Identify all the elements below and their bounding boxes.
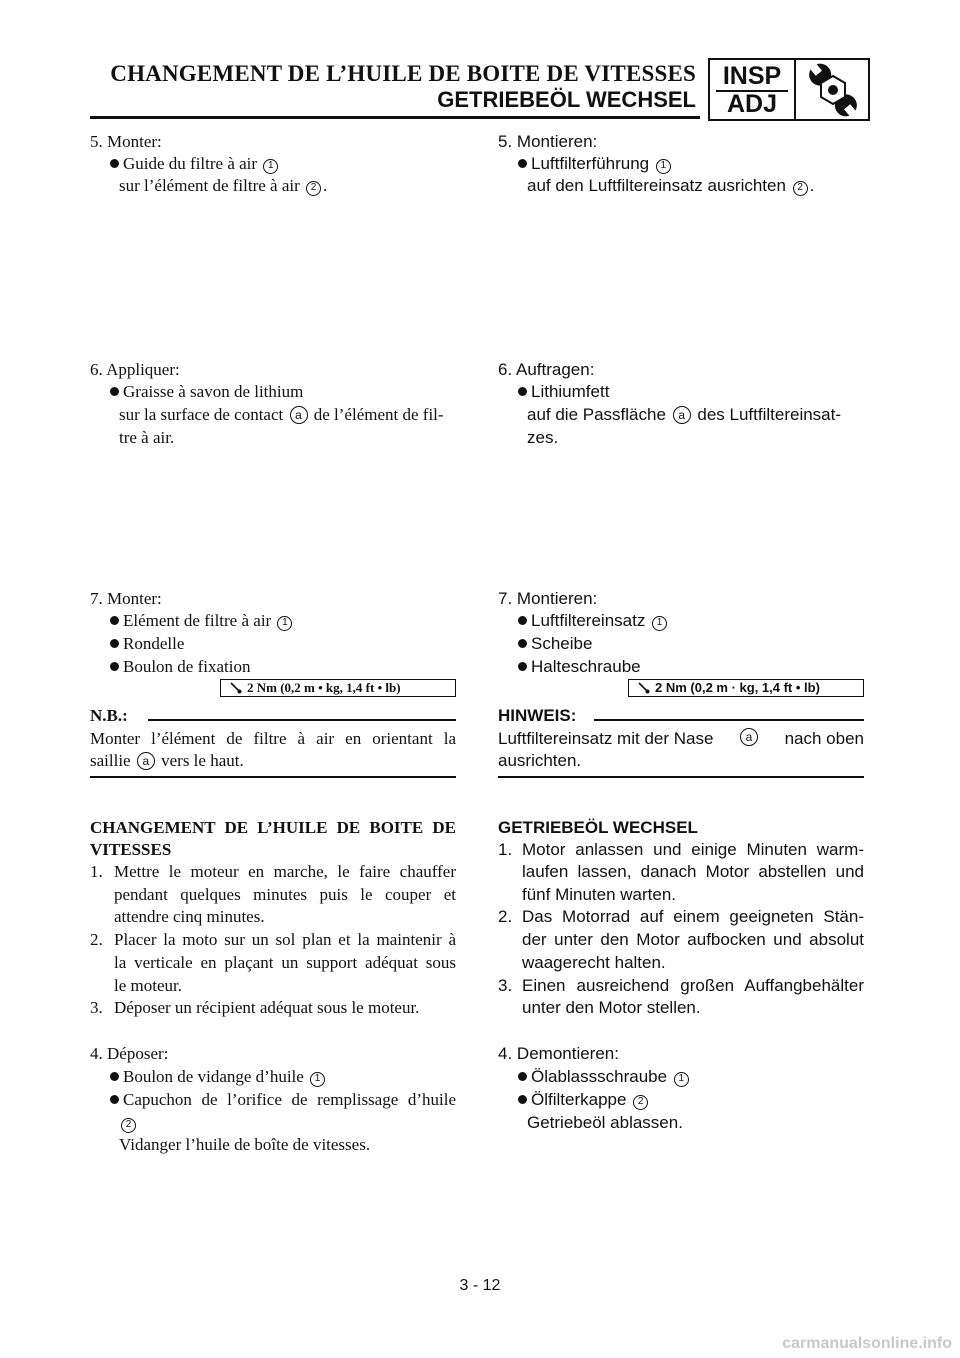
bullet-icon <box>110 1095 119 1104</box>
bullet-icon <box>110 387 119 396</box>
fr-step4-item1: Boulon de vidange d’huile 1 <box>110 1066 327 1088</box>
wrench-nut-icon <box>798 62 868 118</box>
bullet-icon <box>518 662 527 671</box>
fr-sec-step2-l3: le moteur. <box>114 976 182 995</box>
bullet-icon <box>518 1095 527 1104</box>
de-step4-item1: Ölablassschraube 1 <box>518 1066 691 1088</box>
de-step7-item2: Scheibe <box>518 633 592 655</box>
de-step5-title: 5. Montieren: <box>498 132 598 151</box>
de-sec-step2-l2: der unter den Motor aufbocken und absolut <box>522 930 864 949</box>
de-step4-note: Getriebeöl ablassen. <box>527 1113 683 1132</box>
fr-step5-item: Guide du filtre à air 1 <box>110 153 280 175</box>
callout-1-icon: 1 <box>263 159 278 174</box>
fr-note-label: N.B.: <box>90 706 128 725</box>
de-sec-step1-l2: laufen lassen, danach Motor abstellen und <box>522 862 864 881</box>
de-step6-line2: auf die Passfläche a des Luftfiltereinsat- <box>527 405 842 424</box>
callout-2-icon: 2 <box>633 1095 648 1110</box>
de-sec-step1-l3: fünf Minuten warten. <box>522 885 677 904</box>
de-step4-title: 4. Demontieren: <box>498 1044 619 1063</box>
fr-sec-step1: 1. Mettre le moteur en marche, le faire chauffer <box>90 862 456 881</box>
bullet-icon <box>110 616 119 625</box>
bullet-icon <box>518 1072 527 1081</box>
fr-step4-title: 4. Déposer: <box>90 1044 169 1063</box>
fr-step4-item2: Capuchon de l’orifice de remplissage d’huile <box>110 1089 456 1111</box>
callout-1-icon: 1 <box>310 1072 325 1087</box>
de-note-label: HINWEIS: <box>498 706 577 725</box>
de-section-title: GETRIEBEÖL WECHSEL <box>498 818 698 837</box>
fr-step6-line3: tre à air. <box>119 428 175 447</box>
fr-sec-step2-l2: la verticale en plaçant un support adéquat sous <box>114 953 456 972</box>
fr-note-rule-bottom <box>90 776 456 778</box>
fr-step4-ref2 <box>119 1112 138 1134</box>
bullet-icon <box>518 159 527 168</box>
de-step7-item1: Luftfiltereinsatz 1 <box>518 610 669 632</box>
de-note-line1: Luftfiltereinsatz mit der Nase a nach oben <box>498 729 864 748</box>
callout-1-icon: 1 <box>656 159 671 174</box>
de-sec-step3: 3. Einen ausreichend großen Auffangbehälter <box>498 976 864 995</box>
bullet-icon <box>518 387 527 396</box>
fr-note-line1: Monter l’élément de filtre à air en orientant la <box>90 729 456 748</box>
bullet-icon <box>110 159 119 168</box>
fr-step7-item1: Elément de filtre à air 1 <box>110 610 294 632</box>
de-sec-step2: 2. Das Motorrad auf einem geeigneten Stän- <box>498 907 864 926</box>
de-step5-item: Luftfilterführung 1 <box>518 153 673 175</box>
fr-step5-line2: sur l’élément de filtre à air 2 . <box>119 176 328 195</box>
de-step4-item2: Ölfilterkappe 2 <box>518 1089 650 1111</box>
fr-section-title-2: VITESSES <box>90 840 172 859</box>
de-torque-value: 2 Nm (0,2 m · kg, 1,4 ft • lb) <box>655 680 820 695</box>
fr-step7-item3: Boulon de fixation <box>110 656 250 678</box>
de-step6-item: Lithiumfett <box>518 381 609 403</box>
de-step7-title: 7. Montieren: <box>498 589 598 608</box>
fr-sec-step1-l2: pendant quelques minutes puis le couper et <box>114 885 456 904</box>
torque-wrench-icon <box>638 682 650 694</box>
page-number: 3 - 12 <box>459 1277 501 1294</box>
de-note-rule-bottom <box>498 776 864 778</box>
bullet-icon <box>110 1072 119 1081</box>
de-sec-step3-l2: unter den Motor stellen. <box>522 998 701 1017</box>
fr-sec-step1-l3: attendre cinq minutes. <box>114 907 265 926</box>
fr-torque-value: 2 Nm (0,2 m • kg, 1,4 ft • lb) <box>247 680 401 695</box>
de-note-rule-top <box>594 719 864 721</box>
fr-section-title-1: CHANGEMENT DE L’HUILE DE BOITE DE <box>90 818 456 837</box>
bullet-icon <box>518 639 527 648</box>
de-sec-step1: 1. Motor anlassen und einige Minuten warm- <box>498 840 864 859</box>
callout-a-icon: a <box>137 752 155 770</box>
fr-note-rule-top <box>148 719 456 721</box>
badge-insp: INSP <box>722 62 782 90</box>
fr-torque-box <box>220 679 456 697</box>
torque-wrench-icon <box>230 682 242 694</box>
header-rule <box>90 116 700 119</box>
fr-step4-note: Vidanger l’huile de boîte de vitesses. <box>119 1135 371 1154</box>
de-sec-step2-l3: waagerecht halten. <box>522 953 666 972</box>
fr-sec-step2: 2. Placer la moto sur un sol plan et la maintenir à <box>90 930 456 949</box>
de-step6-title: 6. Auftragen: <box>498 360 595 379</box>
watermark: carmanualsonline.info <box>782 1335 952 1352</box>
page-title-fr: CHANGEMENT DE L’HUILE DE BOITE DE VITESSES <box>110 61 696 86</box>
fr-step7-item2: Rondelle <box>110 633 184 655</box>
callout-2-icon: 2 <box>306 181 321 196</box>
bullet-icon <box>518 616 527 625</box>
badge-text-box <box>710 60 796 119</box>
callout-1-icon: 1 <box>652 616 667 631</box>
fr-step5-title: 5. Monter: <box>90 132 162 151</box>
de-step6-line3: zes. <box>527 428 559 447</box>
de-note-line2: ausrichten. <box>498 751 582 770</box>
page-title-de: GETRIEBEÖL WECHSEL <box>437 87 696 112</box>
callout-1-icon: 1 <box>674 1072 689 1087</box>
fr-note-line2: saillie a vers le haut. <box>90 751 244 770</box>
fr-step7-title: 7. Monter: <box>90 589 162 608</box>
callout-2-icon: 2 <box>121 1118 136 1133</box>
bullet-icon <box>110 639 119 648</box>
callout-a-icon: a <box>290 406 308 424</box>
callout-a-icon: a <box>673 406 691 424</box>
de-torque-box <box>628 679 864 697</box>
fr-sec-step3: 3. Déposer un récipient adéquat sous le moteur. <box>90 998 420 1017</box>
callout-1-icon: 1 <box>277 616 292 631</box>
fr-step6-line2: sur la surface de contact a de l’élément de fil- <box>119 405 444 424</box>
de-step7-item3: Halteschraube <box>518 656 641 678</box>
insp-adj-badge <box>708 58 870 121</box>
bullet-icon <box>110 662 119 671</box>
badge-adj: ADJ <box>726 90 777 118</box>
fr-step6-item: Graisse à savon de lithium <box>110 381 303 403</box>
callout-2-icon: 2 <box>793 181 808 196</box>
fr-step6-title: 6. Appliquer: <box>90 360 180 379</box>
de-step5-line2: auf den Luftfiltereinsatz ausrichten 2 . <box>527 176 815 195</box>
callout-a-icon: a <box>740 728 758 746</box>
